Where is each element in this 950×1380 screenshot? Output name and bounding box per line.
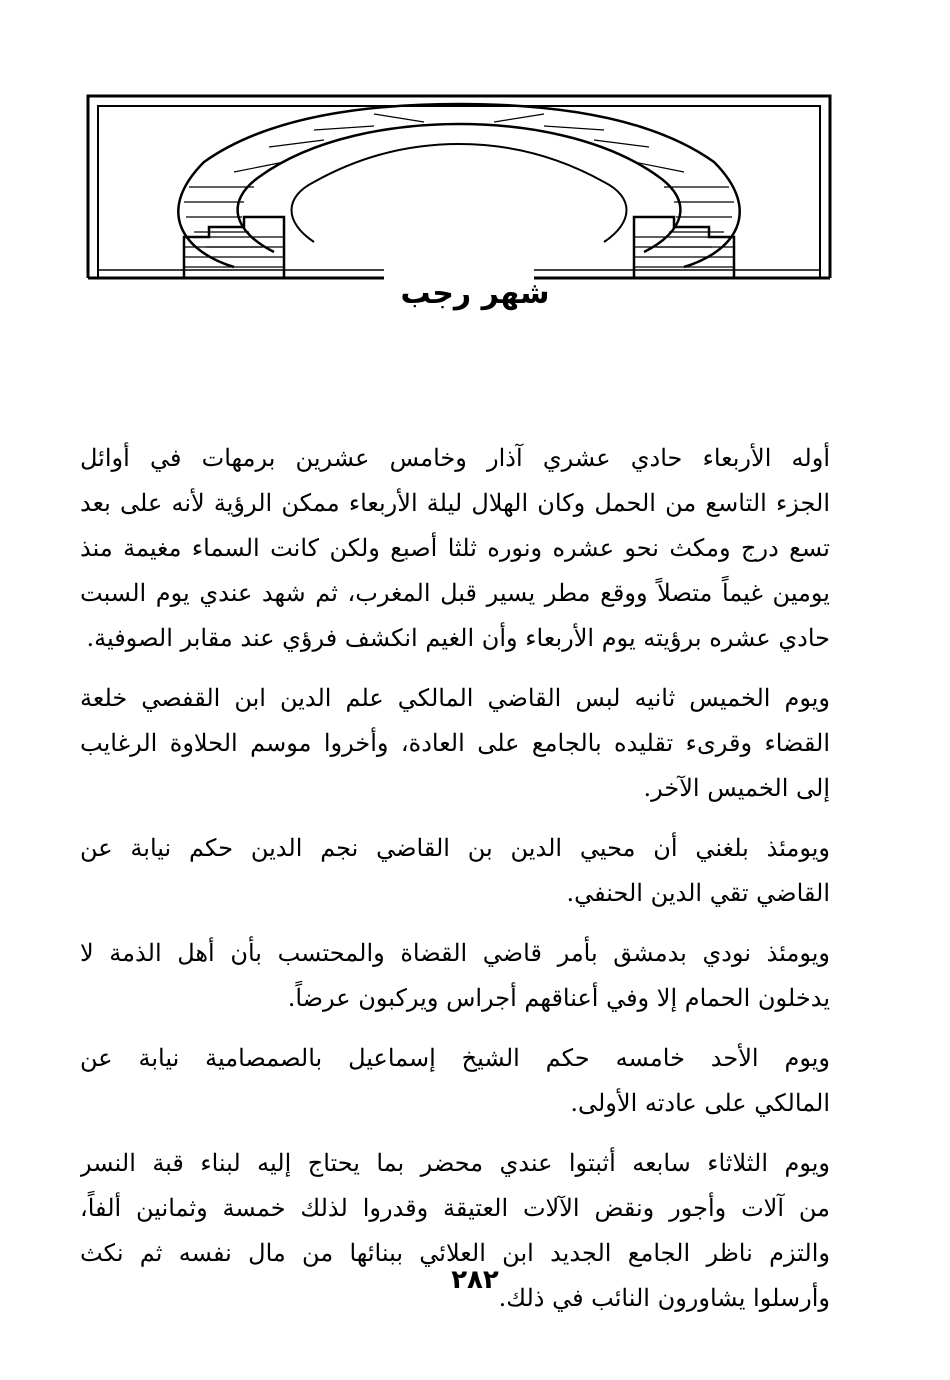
text-line: يدخلون الحمام إلا وفي أعناقهم أجراس ويركبون عرضاً. (287, 984, 830, 1012)
text-line: حادي عشره برؤيته يوم الأربعاء وأن الغيم انكشف فرؤي عند مقابر الصوفية. (86, 624, 830, 652)
text-line: المالكي على عادته الأولى. (570, 1089, 830, 1117)
text-line: القضاء وقرىء تقليده بالجامع على العادة، وأخروا موسم الحلاوة الرغايب (80, 729, 830, 757)
text-line: من آلات وأجور ونقض الآلات العتيقة وقدروا لذلك خمسة وثمانين ألفاً، (80, 1194, 830, 1222)
paragraph-4 (80, 931, 830, 1021)
chapter-title: شهر رجب (400, 276, 550, 311)
text-line: القاضي تقي الدين الحنفي. (566, 879, 830, 907)
chapter-header-ornament (84, 92, 834, 282)
paragraph-2 (80, 676, 830, 811)
text-line: ويومئذ بلغني أن محيي الدين بن القاضي نجم الدين حكم نيابة عن (80, 834, 830, 862)
paragraph-3 (80, 826, 830, 916)
text-line: ويوم الأحد خامسه حكم الشيخ إسماعيل بالصمصامية نيابة عن (80, 1044, 830, 1072)
text-line: ويوم الخميس ثانيه لبس القاضي المالكي علم الدين ابن القفصي خلعة (80, 684, 830, 712)
text-line: يومين غيماً متصلاً ووقع مطر يسير قبل المغرب، ثم شهد عندي يوم السبت (80, 579, 830, 607)
text-line: وأرسلوا يشاورون النائب في ذلك. (498, 1284, 830, 1312)
text-line: أوله الأربعاء حادي عشري آذار وخامس عشرين برمهات في أوائل (80, 444, 830, 472)
text-line: والتزم ناظر الجامع الجديد ابن العلائي ببنائها من مال نفسه ثم نكث (80, 1239, 830, 1267)
text-line: إلى الخميس الآخر. (643, 774, 830, 802)
body-text (80, 436, 830, 1336)
text-line: تسع درج ومكث نحو عشره ونوره ثلثا أصبع ولكن كانت السماء مغيمة منذ (80, 534, 830, 562)
page-number: ٢٨٢ (451, 1265, 499, 1295)
paragraph-1 (80, 436, 830, 661)
paragraph-5 (80, 1036, 830, 1126)
text-line: ويوم الثلاثاء سابعه أثبتوا عندي محضر بما يحتاج إليه لبناء قبة النسر (80, 1149, 830, 1177)
text-line: ويومئذ نودي بدمشق بأمر قاضي القضاة والمحتسب بأن أهل الذمة لا (80, 939, 830, 967)
text-line: الجزء التاسع من الحمل وكان الهلال ليلة الأربعاء ممكن الرؤية لأنه على بعد (80, 489, 830, 517)
